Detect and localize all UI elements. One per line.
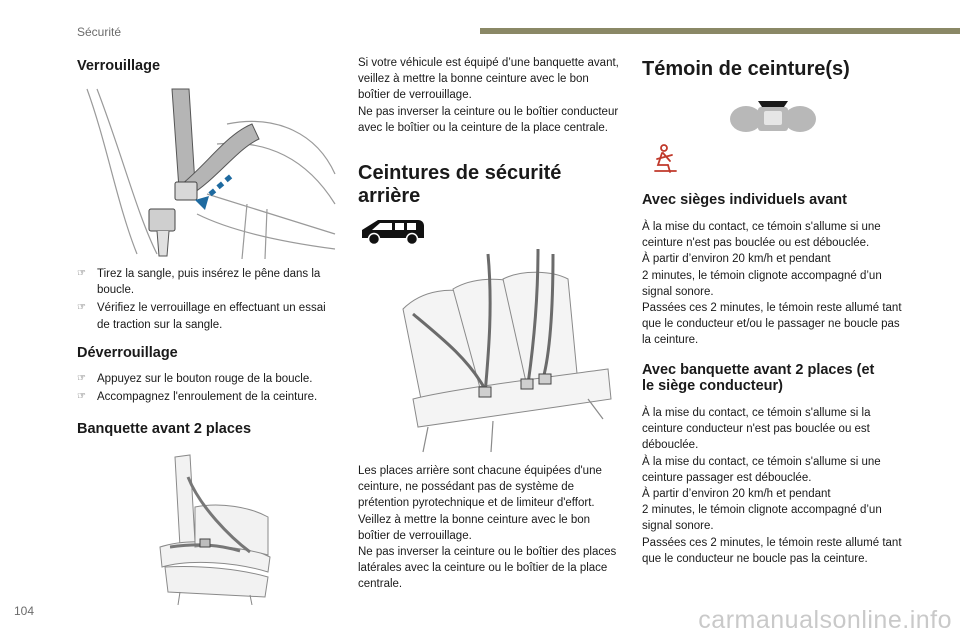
arrow-bullet-icon: ☞ (77, 391, 86, 403)
belt-warning-heading: Témoin de ceinture(s) (642, 58, 850, 80)
bench-seat-text: À la mise du contact, ce témoin s'allume si la ceinture conducteur n'est pas bouclée ou est débouclée. À la mise du contact, ce témoin s'allume si une ceinture passager est débouclée. À partir d’environ 20 km/h et pendant 2 minutes, le témoin clignote accompagné d’un signal sonore. Passées ces 2 minutes, le témoin reste allumé tant que le conducteur ne boucle pas la ceinture. (642, 407, 902, 565)
front-bench-seat-illustration (140, 447, 280, 605)
arrow-bullet-icon: ☞ (77, 302, 86, 314)
section-header-label: Sécurité (77, 25, 122, 39)
rear-belts-heading-line2: arrière (358, 185, 421, 207)
verrouillage-steps (77, 266, 339, 335)
bench-seat-heading-line2: le siège conducteur) (642, 378, 784, 394)
seatbelt-warning-icon (650, 143, 682, 175)
list-item: ☞ Vérifiez le verrouillage en effectuant un essai de traction sur la sangle. (77, 302, 326, 331)
deverrouillage-steps (77, 371, 339, 407)
bench-seat-heading-line1: Avec banquette avant 2 places (et (642, 362, 875, 378)
arrow-bullet-icon: ☞ (77, 268, 86, 279)
list-item: ☞ Appuyez sur le bouton rouge de la boucle. (77, 371, 339, 387)
page-number: 104 (14, 604, 35, 618)
vehicle-side-icon (358, 214, 428, 248)
section-header-bar (480, 28, 960, 34)
list-item: ☞ Accompagnez l'enroulement de la ceinture. (77, 389, 339, 405)
rear-seats-illustration (393, 249, 618, 454)
banquette-heading: Banquette avant 2 places (77, 421, 252, 437)
list-item: ☞ Tirez la sangle, puis insérez le pêne dans la boucle. (77, 268, 321, 297)
rear-belts-text: Les places arrière sont chacune équipées d'une ceinture, ne possédant pas de système de prétention pyrotechnique et de limiteur d'effort. Veillez à mettre la bonne ceinture avec le bon boîtier de verrouillage. Ne pas inverser la ceinture ou le boîtier des places latérales avec la ceinture ou le boîtier de la place centrale. (358, 465, 617, 591)
individual-seats-heading: Avec sièges individuels avant (642, 192, 847, 208)
individual-seats-text: À la mise du contact, ce témoin s'allume si une ceinture n'est pas bouclée ou est débouclée. À partir d’environ 20 km/h et pendant 2 minutes, le témoin clignote accompagné d’un signal sonore. Passées ces 2 minutes, le témoin reste allumé tant que le conducteur et/ou le passager ne boucle pas la ceinture. (642, 221, 902, 347)
seatbelt-lock-illustration (77, 84, 337, 259)
bench-intro-text: Si votre véhicule est équipé d’une banquette avant, veillez à mettre la bonne ceinture avec le bon boîtier de verrouillage. Ne pas inverser la ceinture ou le boîtier conducteur avec le boîtier ou la ceinture de la place centrale. (358, 57, 619, 134)
arrow-bullet-icon: ☞ (77, 373, 86, 384)
instrument-cluster-icon (728, 99, 818, 135)
rear-belts-heading-line1: Ceintures de sécurité (358, 162, 562, 184)
deverrouillage-heading: Déverrouillage (77, 345, 178, 361)
watermark: carmanualsonline.info (698, 606, 952, 634)
verrouillage-heading: Verrouillage (77, 58, 161, 74)
